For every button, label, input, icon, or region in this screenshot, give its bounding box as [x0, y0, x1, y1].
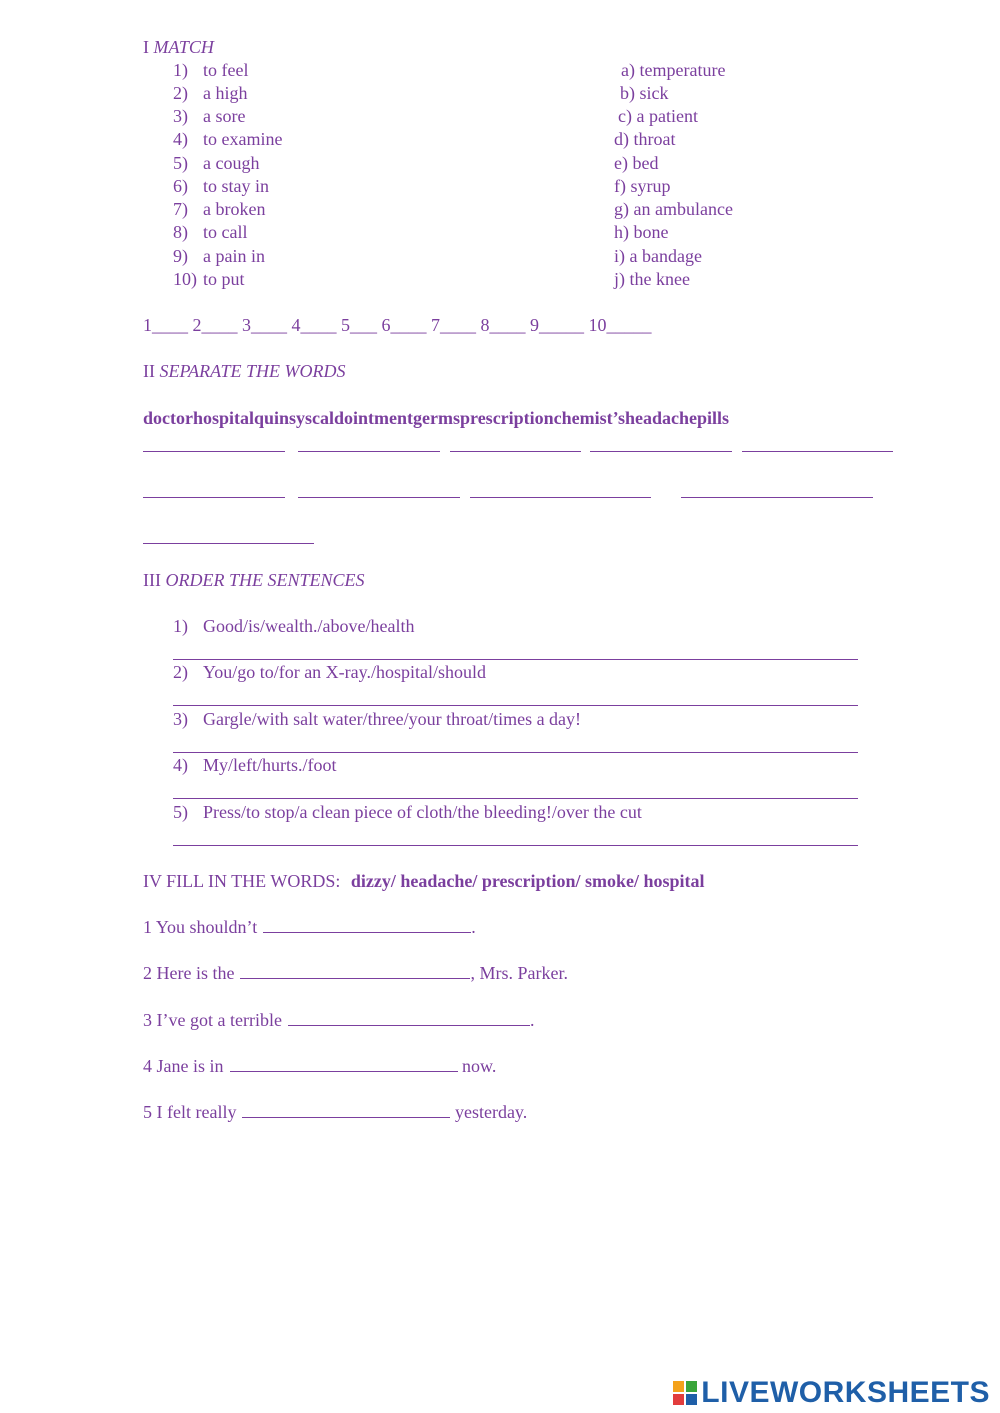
order-item — [173, 754, 337, 776]
logo-square — [673, 1381, 684, 1392]
match-left-item — [173, 152, 259, 174]
match-left-item — [173, 268, 245, 290]
fill-sentence-after: . — [529, 1010, 535, 1030]
section2-heading — [143, 360, 346, 382]
section4-heading — [143, 870, 705, 892]
answer-blank[interactable] — [143, 451, 285, 452]
match-left-text: to put — [203, 269, 245, 289]
answer-blank[interactable] — [173, 798, 858, 799]
fill-sentence — [143, 1101, 527, 1123]
section3-numeral: III — [143, 570, 161, 590]
answer-blank[interactable] — [173, 752, 858, 753]
match-right-item: i) a bandage — [614, 246, 702, 266]
answer-blank[interactable] — [173, 705, 858, 706]
match-left-item — [173, 175, 269, 197]
answer-blank[interactable] — [143, 543, 314, 544]
section4-numeral: IV — [143, 871, 162, 891]
order-item — [173, 615, 414, 637]
order-item-num: 3) — [173, 709, 188, 729]
match-right-item: e) bed — [614, 153, 659, 173]
match-left-item — [173, 128, 282, 150]
answer-blank[interactable] — [143, 497, 285, 498]
order-item-num: 4) — [173, 755, 188, 775]
order-item — [173, 801, 642, 823]
letter-chain: doctorhospitalquinsyscaldointmentgermsprescriptionchemist’sheadachepills — [143, 408, 730, 428]
match-left-num: 9) — [173, 246, 188, 266]
answer-blank[interactable] — [173, 659, 858, 660]
order-item-text: Good/is/wealth./above/health — [203, 616, 415, 636]
logo-square — [686, 1381, 697, 1392]
logo-square — [673, 1394, 684, 1405]
match-right-item: a) temperature — [621, 60, 726, 80]
match-left-text: a pain in — [203, 246, 265, 266]
fill-sentence-before: 4 Jane is in — [143, 1056, 224, 1076]
order-item — [173, 661, 486, 683]
section2-numeral: II — [143, 361, 155, 381]
order-item — [173, 708, 581, 730]
match-left-text: a cough — [203, 153, 260, 173]
section2-title: SEPARATE THE WORDS — [159, 361, 346, 381]
match-left-num: 5) — [173, 153, 188, 173]
answer-blank[interactable] — [298, 497, 460, 498]
fill-sentence-before: 1 You shouldn’t — [143, 917, 258, 937]
match-left-text: a broken — [203, 199, 266, 219]
section3-heading — [143, 569, 365, 591]
match-left-item — [173, 59, 248, 81]
match-left-num: 6) — [173, 176, 188, 196]
match-right-item: b) sick — [620, 83, 669, 103]
order-item-num: 2) — [173, 662, 188, 682]
word-bank: dizzy/ headache/ prescription/ smoke/ hospital — [350, 871, 705, 891]
section1-heading — [143, 36, 214, 58]
answer-blank[interactable] — [590, 451, 732, 452]
fill-sentence — [143, 916, 476, 938]
match-right-item: d) throat — [614, 129, 676, 149]
fill-sentence — [143, 962, 568, 984]
fill-sentence-before: 2 Here is the — [143, 963, 235, 983]
answer-blank[interactable] — [230, 1056, 458, 1072]
match-left-item — [173, 105, 245, 127]
section1-numeral: I — [143, 37, 149, 57]
fill-sentence-after: yesterday. — [450, 1102, 528, 1122]
match-right-item: h) bone — [614, 222, 669, 242]
fill-sentence — [143, 1009, 534, 1031]
section1-title: MATCH — [153, 37, 214, 57]
match-left-num: 7) — [173, 199, 188, 219]
match-left-text: to stay in — [203, 176, 269, 196]
answer-blank[interactable] — [470, 497, 651, 498]
match-left-item — [173, 245, 265, 267]
logo-text: LIVEWORKSHEETS — [701, 1376, 990, 1409]
match-left-item — [173, 198, 265, 220]
order-item-text: You/go to/for an X-ray./hospital/should — [203, 662, 486, 682]
match-left-num: 10) — [173, 269, 197, 289]
match-right-item: c) a patient — [618, 106, 698, 126]
match-left-text: to call — [203, 222, 248, 242]
order-item-num: 5) — [173, 802, 188, 822]
logo-square — [686, 1394, 697, 1405]
logo-mark-icon — [673, 1381, 697, 1405]
liveworksheets-logo[interactable] — [673, 1376, 990, 1410]
answer-blank[interactable] — [681, 497, 873, 498]
fill-sentence-after: . — [471, 917, 476, 937]
match-left-text: a high — [203, 83, 248, 103]
match-left-text: to examine — [203, 129, 283, 149]
match-left-text: a sore — [203, 106, 246, 126]
order-item-text: Press/to stop/a clean piece of cloth/the bleeding!/over the cut — [203, 802, 642, 822]
match-right-item: f) syrup — [614, 176, 671, 196]
match-right-item: j) the knee — [614, 269, 690, 289]
fill-sentence-after: , Mrs. Parker. — [470, 963, 568, 983]
fill-sentence — [143, 1055, 496, 1077]
match-left-num: 3) — [173, 106, 188, 126]
answer-blank[interactable] — [240, 963, 470, 979]
answer-blank[interactable] — [298, 451, 440, 452]
match-left-item — [173, 221, 247, 243]
section4-title: FILL IN THE WORDS: — [166, 871, 341, 891]
answer-blank[interactable] — [263, 917, 471, 933]
fill-sentence-before: 3 I’ve got a terrible — [143, 1010, 282, 1030]
match-left-num: 1) — [173, 60, 188, 80]
match-left-text: to feel — [203, 60, 249, 80]
section3-title: ORDER THE SENTENCES — [165, 570, 365, 590]
match-left-num: 4) — [173, 129, 188, 149]
match-answer-row[interactable]: 1____ 2____ 3____ 4____ 5___ 6____ 7____ 8____ 9_____ 10_____ — [143, 315, 652, 335]
match-right-item: g) an ambulance — [614, 199, 733, 219]
match-left-num: 2) — [173, 83, 188, 103]
answer-blank[interactable] — [742, 451, 893, 452]
answer-blank[interactable] — [450, 451, 581, 452]
order-item-text: Gargle/with salt water/three/your throat/times a day! — [203, 709, 582, 729]
answer-blank[interactable] — [242, 1102, 450, 1118]
answer-blank[interactable] — [173, 845, 858, 846]
match-left-item — [173, 82, 248, 104]
order-item-num: 1) — [173, 616, 188, 636]
match-left-num: 8) — [173, 222, 188, 242]
fill-sentence-after: now. — [457, 1056, 497, 1076]
answer-blank[interactable] — [288, 1010, 530, 1026]
fill-sentence-before: 5 I felt really — [143, 1102, 237, 1122]
order-item-text: My/left/hurts./foot — [203, 755, 337, 775]
